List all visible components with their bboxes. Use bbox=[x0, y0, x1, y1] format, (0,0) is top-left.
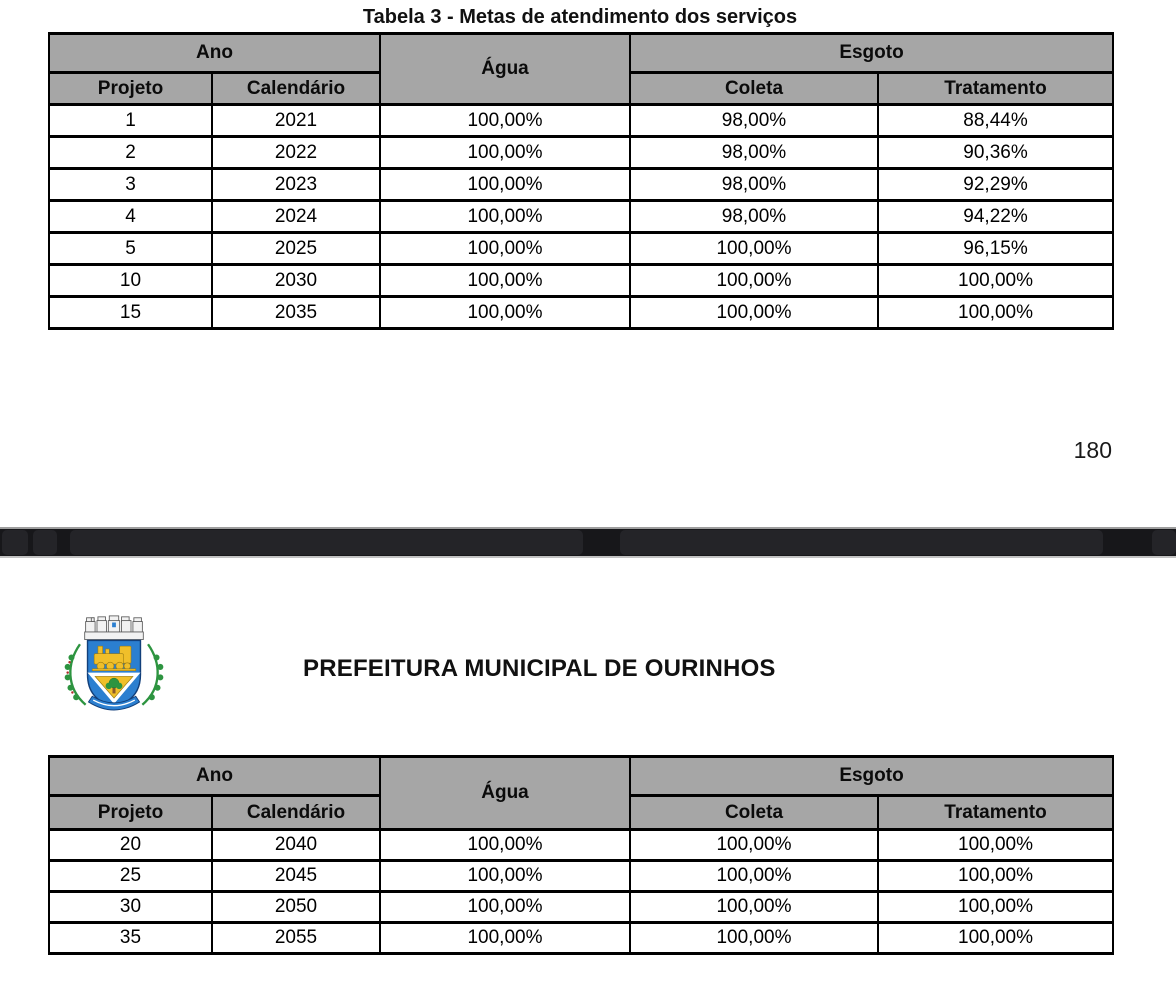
cell-agua: 100,00% bbox=[380, 892, 630, 923]
page-separator bbox=[0, 527, 1176, 558]
header-row-group bbox=[49, 757, 1113, 796]
page-separator-segment bbox=[1152, 530, 1176, 555]
col-header-ano: Ano bbox=[49, 757, 380, 796]
cell-agua: 100,00% bbox=[380, 169, 630, 201]
cell-projeto: 2 bbox=[49, 137, 212, 169]
table-caption: Tabela 3 - Metas de atendimento dos serviços bbox=[362, 6, 798, 28]
table-row bbox=[49, 169, 1113, 201]
cell-projeto: 30 bbox=[49, 892, 212, 923]
col-header-projeto: Projeto bbox=[49, 796, 212, 830]
col-header-coleta: Coleta bbox=[630, 796, 878, 830]
metas-table-page1 bbox=[48, 32, 1114, 330]
page-separator-segment bbox=[2, 530, 28, 555]
cell-coleta: 100,00% bbox=[630, 265, 878, 297]
cell-tratamento: 100,00% bbox=[878, 265, 1113, 297]
table-row bbox=[49, 830, 1113, 861]
table-row bbox=[49, 297, 1113, 329]
table-row bbox=[49, 233, 1113, 265]
table-row bbox=[49, 265, 1113, 297]
cell-tratamento: 100,00% bbox=[878, 892, 1113, 923]
cell-calendario: 2050 bbox=[212, 892, 380, 923]
col-header-calendario: Calendário bbox=[212, 73, 380, 105]
cell-calendario: 2025 bbox=[212, 233, 380, 265]
cell-tratamento: 88,44% bbox=[878, 105, 1113, 137]
cell-agua: 100,00% bbox=[380, 233, 630, 265]
cell-calendario: 2023 bbox=[212, 169, 380, 201]
cell-coleta: 100,00% bbox=[630, 233, 878, 265]
cell-projeto: 15 bbox=[49, 297, 212, 329]
cell-agua: 100,00% bbox=[380, 105, 630, 137]
cell-coleta: 98,00% bbox=[630, 105, 878, 137]
cell-calendario: 2022 bbox=[212, 137, 380, 169]
cell-projeto: 3 bbox=[49, 169, 212, 201]
mural-crown bbox=[85, 616, 144, 640]
col-header-esgoto: Esgoto bbox=[630, 34, 1113, 73]
col-header-ano: Ano bbox=[49, 34, 380, 73]
page-number: 180 bbox=[1073, 437, 1112, 463]
cell-tratamento: 100,00% bbox=[878, 297, 1113, 329]
cell-projeto: 5 bbox=[49, 233, 212, 265]
page-separator-segment bbox=[70, 530, 583, 555]
cell-calendario: 2055 bbox=[212, 923, 380, 954]
cell-agua: 100,00% bbox=[380, 137, 630, 169]
cell-coleta: 100,00% bbox=[630, 892, 878, 923]
cell-agua: 100,00% bbox=[380, 201, 630, 233]
cell-calendario: 2030 bbox=[212, 265, 380, 297]
col-header-tratamento: Tratamento bbox=[878, 796, 1113, 830]
col-header-esgoto: Esgoto bbox=[630, 757, 1113, 796]
col-header-agua: Água bbox=[380, 34, 630, 105]
cell-coleta: 100,00% bbox=[630, 861, 878, 892]
cell-coleta: 100,00% bbox=[630, 923, 878, 954]
branch-left bbox=[65, 644, 86, 705]
cell-agua: 100,00% bbox=[380, 861, 630, 892]
header-row-group bbox=[49, 34, 1113, 73]
page-separator-segment bbox=[33, 530, 57, 555]
document-page-2 bbox=[0, 558, 1176, 993]
cell-projeto: 35 bbox=[49, 923, 212, 954]
cell-agua: 100,00% bbox=[380, 265, 630, 297]
page-separator-segment bbox=[620, 530, 1103, 555]
cell-projeto: 10 bbox=[49, 265, 212, 297]
col-header-coleta: Coleta bbox=[630, 73, 878, 105]
cell-calendario: 2035 bbox=[212, 297, 380, 329]
cell-agua: 100,00% bbox=[380, 830, 630, 861]
cell-projeto: 4 bbox=[49, 201, 212, 233]
coat-of-arms-icon bbox=[56, 614, 172, 718]
municipality-header-title: PREFEITURA MUNICIPAL DE OURINHOS bbox=[303, 655, 776, 682]
table-row bbox=[49, 137, 1113, 169]
cell-agua: 100,00% bbox=[380, 297, 630, 329]
ourinhos-coat-of-arms-logo bbox=[56, 614, 172, 718]
cell-projeto: 25 bbox=[49, 861, 212, 892]
col-header-tratamento: Tratamento bbox=[878, 73, 1113, 105]
table-row bbox=[49, 892, 1113, 923]
cell-coleta: 100,00% bbox=[630, 297, 878, 329]
cell-tratamento: 100,00% bbox=[878, 923, 1113, 954]
cell-calendario: 2024 bbox=[212, 201, 380, 233]
cell-tratamento: 92,29% bbox=[878, 169, 1113, 201]
table-row bbox=[49, 923, 1113, 954]
cell-coleta: 98,00% bbox=[630, 137, 878, 169]
cell-coleta: 100,00% bbox=[630, 830, 878, 861]
col-header-agua: Água bbox=[380, 757, 630, 830]
cell-tratamento: 100,00% bbox=[878, 830, 1113, 861]
col-header-calendario: Calendário bbox=[212, 796, 380, 830]
cell-calendario: 2040 bbox=[212, 830, 380, 861]
cell-coleta: 98,00% bbox=[630, 169, 878, 201]
branch-right bbox=[142, 644, 163, 705]
cell-projeto: 1 bbox=[49, 105, 212, 137]
cell-tratamento: 96,15% bbox=[878, 233, 1113, 265]
metas-table-page2 bbox=[48, 755, 1114, 955]
cell-tratamento: 100,00% bbox=[878, 861, 1113, 892]
table-row bbox=[49, 105, 1113, 137]
cell-tratamento: 90,36% bbox=[878, 137, 1113, 169]
cell-projeto: 20 bbox=[49, 830, 212, 861]
table-row bbox=[49, 201, 1113, 233]
col-header-projeto: Projeto bbox=[49, 73, 212, 105]
cell-agua: 100,00% bbox=[380, 923, 630, 954]
cell-tratamento: 94,22% bbox=[878, 201, 1113, 233]
table-row bbox=[49, 861, 1113, 892]
cell-coleta: 98,00% bbox=[630, 201, 878, 233]
cell-calendario: 2045 bbox=[212, 861, 380, 892]
cell-calendario: 2021 bbox=[212, 105, 380, 137]
